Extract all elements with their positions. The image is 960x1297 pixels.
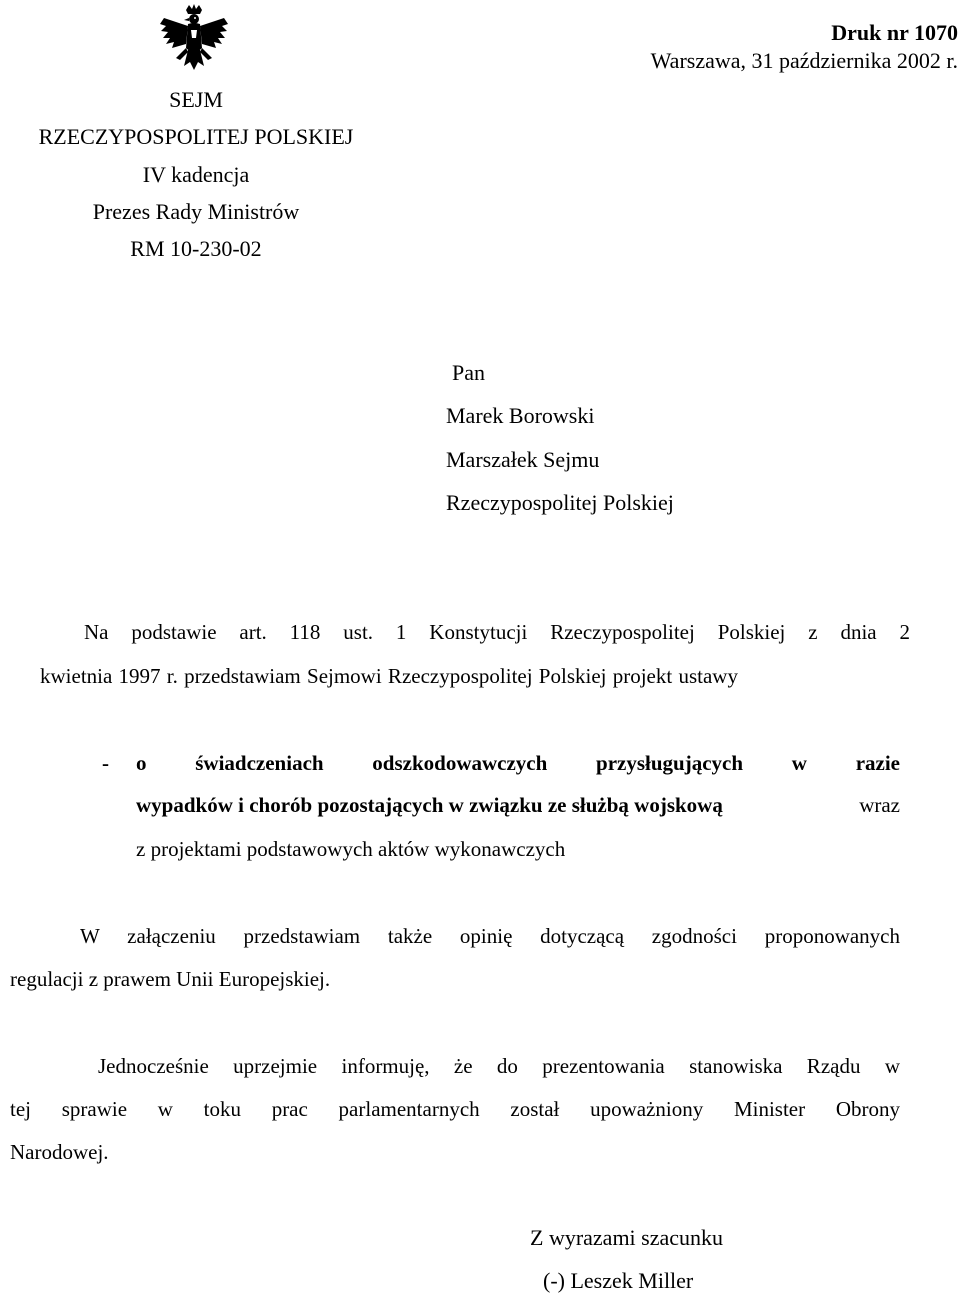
sender-term: IV kadencja (142, 162, 250, 187)
polish-eagle-emblem (158, 4, 230, 82)
print-number: Druk nr 1070 (831, 20, 958, 45)
info-line-1: Jednocześnie uprzejmie informuję, że do prezentowania stanowiska Rządu w (98, 1054, 900, 1078)
place-date: Warszawa, 31 października 2002 r. (650, 48, 958, 73)
bill-attachments: z projektami podstawowych aktów wykonawczych (136, 837, 566, 861)
addressee-role: Marszałek Sejmu (446, 447, 600, 472)
bill-title-line-2 (136, 793, 900, 818)
sender-reference: RM 10-230-02 (130, 236, 262, 261)
annex-line-1: W załączeniu przedstawiam także opinię dotyczącą zgodności proponowanych (80, 924, 900, 948)
bill-title-line-1: o świadczeniach odszkodowawczych przysługujących w razie (136, 751, 900, 775)
addressee-institution: Rzeczypospolitej Polskiej (446, 490, 674, 515)
intro-line-1: Na podstawie art. 118 ust. 1 Konstytucji Rzeczypospolitej Polskiej z dnia 2 (84, 620, 910, 644)
bill-title-line-2-rest: wraz (859, 793, 900, 817)
info-line-2: tej sprawie w toku prac parlamentarnych został upoważniony Minister Obrony (10, 1097, 900, 1121)
closing-greeting: Z wyrazami szacunku (530, 1225, 724, 1250)
signature: (-) Leszek Miller (543, 1268, 694, 1293)
bill-title-line-2-bold: wypadków i chorób pozostających w związku ze służbą wojskową (136, 793, 723, 817)
sender-prime-minister: Prezes Rady Ministrów (92, 199, 300, 224)
addressee-name: Marek Borowski (446, 403, 595, 428)
addressee-title: Pan (452, 360, 485, 385)
sender-sejm: SEJM (169, 87, 223, 112)
intro-line-2: kwietnia 1997 r. przedstawiam Sejmowi Rzeczypospolitej Polskiej projekt ustawy (40, 664, 738, 688)
annex-line-2: regulacji z prawem Unii Europejskiej. (10, 967, 331, 991)
info-line-3: Narodowej. (10, 1140, 109, 1164)
bill-dash: - (102, 751, 109, 775)
sender-republic: RZECZYPOSPOLITEJ POLSKIEJ (38, 124, 354, 149)
